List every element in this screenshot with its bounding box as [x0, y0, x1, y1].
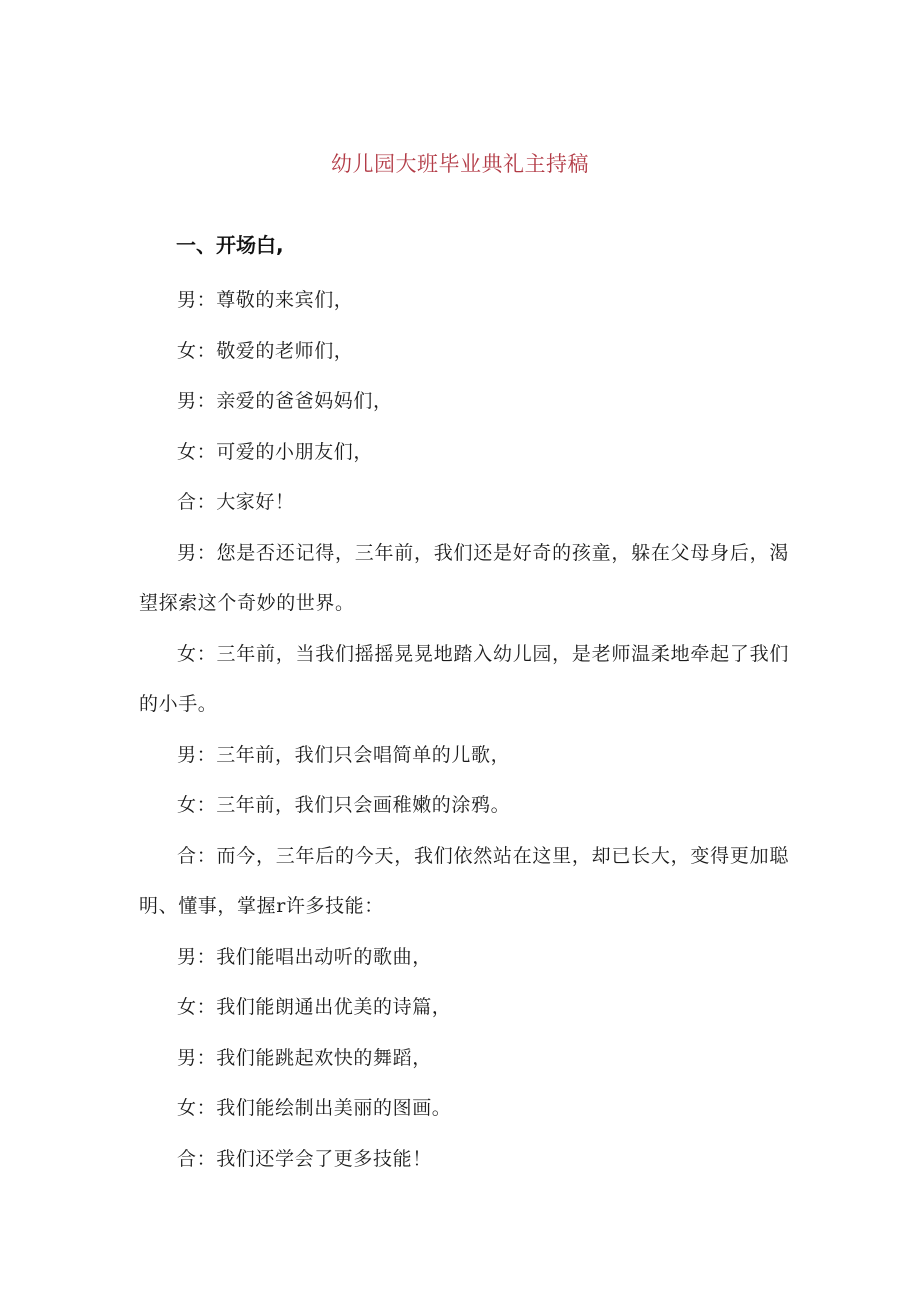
paragraph: 女：我们能朗通出优美的诗篇，: [177, 996, 452, 1018]
paragraph: 男：我们能唱出动听的歌曲，: [177, 945, 432, 968]
document-body: [139, 275, 789, 1184]
paragraph: 合：而今，三年后的今天，我们依然站在这里，却已长大，变得更加聪明、懂事，掌握r许多技能：: [139, 844, 789, 917]
paragraph: 女：三年前，当我们摇摇晃晃地踏入幼儿园，是老师温柔地牵起了我们的小手。: [139, 642, 789, 715]
paragraph: 合：大家好！: [177, 491, 295, 513]
paragraph: 男：亲爱的爸爸妈妈们，: [177, 390, 393, 412]
paragraph: 女：可爱的小朋友们，: [177, 440, 374, 463]
paragraph: 合：我们还学会了更多技能！: [177, 1147, 432, 1170]
paragraph: 男：我们能跳起欢快的舞蹈，: [177, 1046, 432, 1069]
section-heading: 一、开场白,: [176, 233, 284, 257]
paragraph: 男：您是否还记得，三年前，我们还是好奇的孩童，躲在父母身后，渴望探索这个奇妙的世界。: [139, 541, 789, 614]
document-title: 幼儿园大班毕业典礼主持稿: [331, 152, 589, 176]
paragraph: 男：尊敬的来宾们，: [177, 289, 354, 311]
paragraph: 女：我们能绘制出美丽的图画。: [177, 1097, 452, 1119]
paragraph: 女：三年前，我们只会画稚嫩的涂鸦。: [177, 794, 511, 816]
paragraph: 女：敬爱的老师们，: [177, 339, 354, 362]
paragraph: 男：三年前，我们只会唱简单的儿歌，: [177, 743, 511, 766]
